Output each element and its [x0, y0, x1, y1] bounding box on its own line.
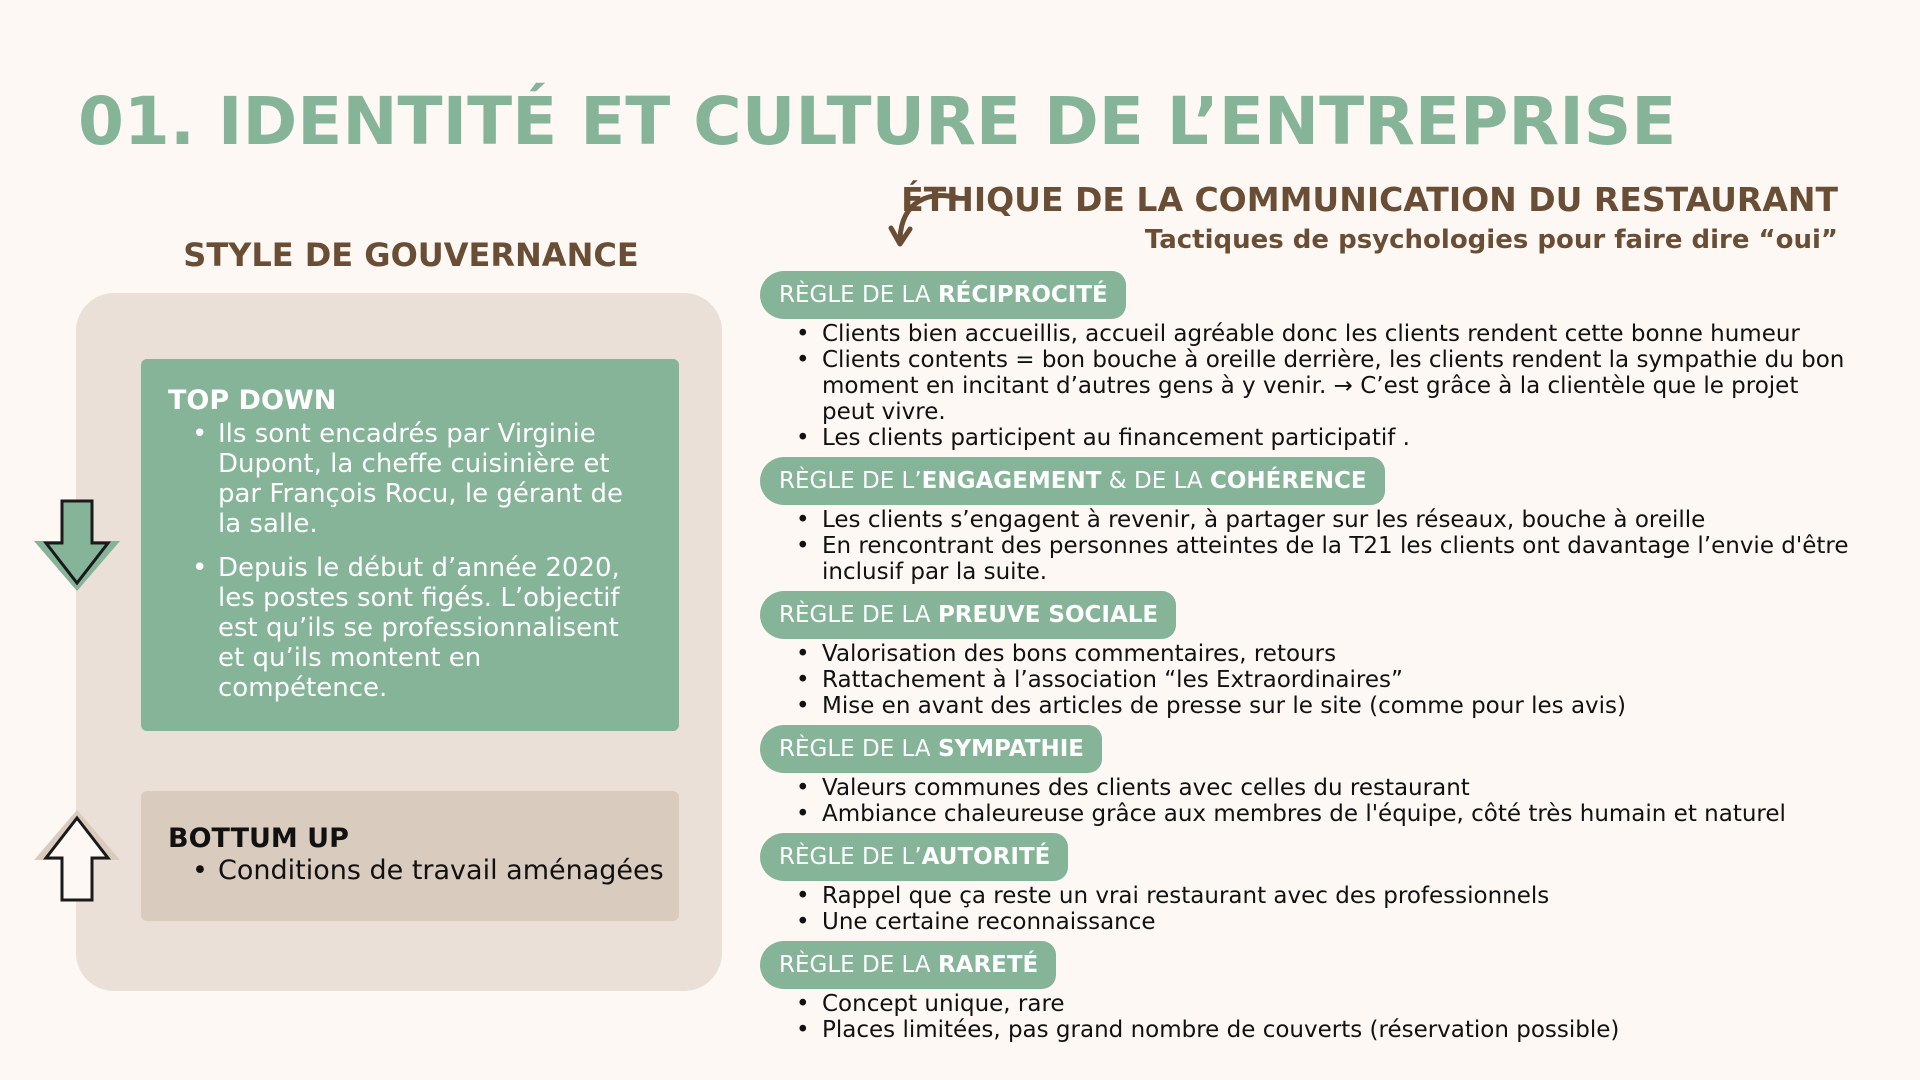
list-item: • Valorisation des bons commentaires, retours [760, 641, 1850, 667]
rule-preuve-sociale [760, 591, 1850, 719]
bottom-up-box [141, 791, 679, 921]
list-item: • Les clients participent au financement participatif . [760, 425, 1850, 451]
list-item: • Rattachement à l’association “les Extraordinaires” [760, 667, 1850, 693]
rule-tag: RÈGLE DE L’AUTORITÉ [760, 833, 1068, 881]
top-down-box [141, 359, 679, 731]
list-item: • Conditions de travail aménagées [168, 855, 653, 887]
rule-tag: RÈGLE DE LA RÉCIPROCITÉ [760, 271, 1126, 319]
rule-tag: RÈGLE DE LA PREUVE SOCIALE [760, 591, 1176, 639]
list-item: • Ils sont encadrés par Virginie Dupont, la cheffe cuisinière et par François Rocu, le gérant de la salle. [168, 419, 653, 539]
list-item: • Depuis le début d’année 2020, les postes sont figés. L’objectif est qu’ils se professionnalisent et qu’ils montent en compétence. [168, 553, 653, 703]
bottom-up-title: BOTTUM UP [168, 823, 349, 854]
ethics-subtitle: Tactiques de psychologies pour faire dire “oui” [1144, 225, 1838, 255]
list-item: • Clients contents = bon bouche à oreille derrière, les clients rendent la sympathie du bon moment en incitant d’autres gens à y venir. → C’est grâce à la clientèle que le projet peut vivre. [760, 347, 1850, 425]
bottom-up-list [168, 855, 664, 887]
rule-tag: RÈGLE DE LA RARETÉ [760, 941, 1056, 989]
list-item: • Ambiance chaleureuse grâce aux membres de l'équipe, côté très humain et naturel [760, 801, 1850, 827]
list-item: • Clients bien accueillis, accueil agréable donc les clients rendent cette bonne humeur [760, 321, 1850, 347]
rules-list [760, 271, 1850, 1049]
top-down-title: TOP DOWN [168, 385, 337, 416]
rule-autorite [760, 833, 1850, 935]
rule-sympathie [760, 725, 1850, 827]
list-item: • Rappel que ça reste un vrai restaurant avec des professionnels [760, 883, 1850, 909]
arrow-up-icon [34, 808, 120, 904]
ethics-heading [901, 180, 1838, 255]
top-down-list [168, 419, 653, 703]
arrow-down-icon [34, 497, 120, 593]
list-item: • En rencontrant des personnes atteintes de la T21 les clients ont davantage l’envie d'être inclusif par la suite. [760, 533, 1850, 585]
list-item: • Places limitées, pas grand nombre de couverts (réservation possible) [760, 1017, 1850, 1043]
list-item: • Les clients s’engagent à revenir, à partager sur les réseaux, bouche à oreille [760, 507, 1850, 533]
rule-tag: RÈGLE DE LA SYMPATHIE [760, 725, 1102, 773]
rule-reciprocite [760, 271, 1850, 451]
rule-tag: RÈGLE DE L’ENGAGEMENT & DE LA COHÉRENCE [760, 457, 1385, 505]
list-item: • Valeurs communes des clients avec celles du restaurant [760, 775, 1850, 801]
list-item: • Mise en avant des articles de presse sur le site (comme pour les avis) [760, 693, 1850, 719]
governance-heading: STYLE DE GOUVERNANCE [183, 236, 639, 274]
list-item: • Une certaine reconnaissance [760, 909, 1850, 935]
ethics-title: ÉTHIQUE DE LA COMMUNICATION DU RESTAURANT [901, 180, 1838, 219]
rule-rarete [760, 941, 1850, 1043]
page-title: 01. IDENTITÉ ET CULTURE DE L’ENTREPRISE [78, 83, 1677, 160]
list-item: • Concept unique, rare [760, 991, 1850, 1017]
rule-engagement [760, 457, 1850, 585]
